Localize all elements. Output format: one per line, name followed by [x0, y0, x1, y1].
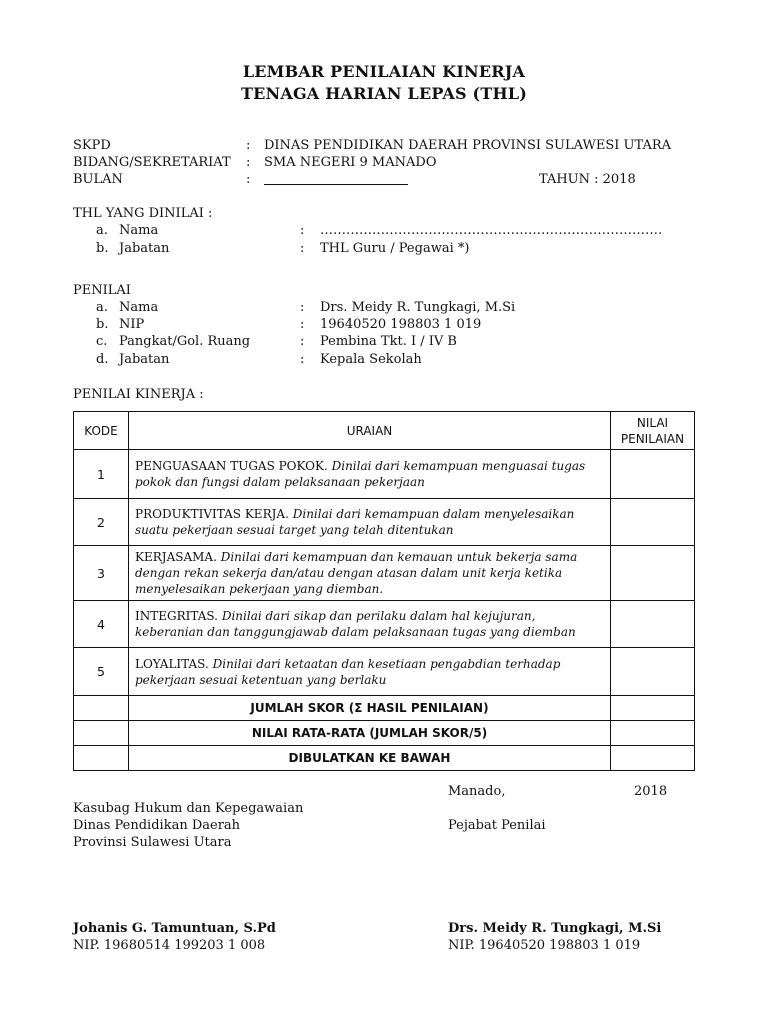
penilai-jabatan-label: Jabatan	[119, 352, 170, 367]
bulan-colon: :	[246, 172, 251, 187]
thl-jabatan-value: THL Guru / Pegawai *)	[320, 241, 470, 256]
row-kode: 1	[74, 450, 129, 499]
row-uraian	[129, 499, 611, 546]
left-signatory-line1: Kasubag Hukum dan Kepegawaian	[73, 801, 304, 816]
table-row	[74, 450, 695, 499]
row-uraian	[129, 450, 611, 499]
header-nilai	[611, 412, 695, 450]
summary-blank-cell	[74, 721, 129, 746]
thl-nama-letter: a.	[96, 223, 108, 238]
document-title: LEMBAR PENILAIAN KINERJA	[242, 62, 526, 81]
penilai-pangkat-value: Pembina Tkt. I / IV B	[320, 334, 457, 349]
bidang-colon: :	[246, 155, 251, 170]
jumlah-skor-cell[interactable]	[611, 696, 695, 721]
tahun-field: TAHUN : 2018	[539, 172, 636, 187]
penilai-pangkat-colon: :	[300, 334, 305, 349]
thl-jabatan-colon: :	[300, 241, 305, 256]
penilai-nama-letter: a.	[96, 300, 108, 315]
row-term: LOYALITAS.	[135, 656, 209, 671]
row-nilai-cell[interactable]	[611, 499, 695, 546]
left-signatory-line3: Provinsi Sulawesi Utara	[73, 835, 232, 850]
penilai-heading: PENILAI	[73, 283, 131, 298]
right-signatory-nip: NIP. 19640520 198803 1 019	[448, 938, 641, 953]
rata-rata-cell[interactable]	[611, 721, 695, 746]
row-term: PRODUKTIVITAS KERJA.	[135, 507, 289, 521]
jumlah-skor-label: JUMLAH SKOR (Σ HASIL PENILAIAN)	[129, 696, 611, 721]
penilai-nip-value: 19640520 198803 1 019	[320, 317, 482, 332]
dibulatkan-cell[interactable]	[611, 746, 695, 771]
row-desc: Dinilai dari kemampuan menguasai tugas pokok dan fungsi dalam pelaksanaan pekerjaan	[135, 459, 586, 489]
table-row	[74, 499, 695, 546]
skpd-label: SKPD	[73, 138, 111, 153]
row-uraian	[129, 601, 611, 648]
header-kode: KODE	[74, 412, 129, 450]
row-desc: Dinilai dari kemampuan dan kemauan untuk bekerja sama dengan rekan sekerja dan/atau dengan atasan dalam unit kerja ketika menyelesaikan pekerjaan yang diemban.	[135, 550, 578, 596]
penilai-jabatan-colon: :	[300, 352, 305, 367]
table-row	[74, 601, 695, 648]
row-kode: 2	[74, 499, 129, 546]
left-signatory-nip: NIP. 19680514 199203 1 008	[73, 938, 266, 953]
thl-heading: THL YANG DINILAI :	[73, 206, 213, 221]
penilai-pangkat-label: Pangkat/Gol. Ruang	[119, 334, 251, 349]
row-kode: 3	[74, 546, 129, 601]
right-signatory-name: Drs. Meidy R. Tungkagi, M.Si	[448, 921, 662, 936]
skpd-colon: :	[246, 138, 251, 153]
penilai-nama-label: Nama	[119, 300, 159, 315]
row-desc: Dinilai dari sikap dan perilaku dalam hal kejujuran, keberanian dan tanggungjawab dalam pelaksanaan tugas yang diemban	[135, 609, 576, 639]
bidang-value: SMA NEGERI 9 MANADO	[264, 155, 437, 170]
penilai-nip-letter: b.	[96, 317, 109, 332]
table-header-row	[74, 412, 695, 450]
thl-nama-colon: :	[300, 223, 305, 238]
row-uraian	[129, 546, 611, 601]
header-nilai-line2: PENILAIAN	[620, 431, 685, 446]
row-nilai-cell[interactable]	[611, 546, 695, 601]
row-nilai-cell[interactable]	[611, 450, 695, 499]
penilai-pangkat-letter: c.	[96, 334, 108, 349]
thl-jabatan-letter: b.	[96, 241, 109, 256]
summary-blank-cell	[74, 746, 129, 771]
penilai-nip-label: NIP	[119, 317, 145, 332]
right-signatory-title: Pejabat Penilai	[448, 818, 546, 833]
header-uraian: URAIAN	[129, 412, 611, 450]
row-uraian	[129, 648, 611, 696]
table-row	[74, 546, 695, 601]
row-nilai-cell[interactable]	[611, 648, 695, 696]
penilai-nip-colon: :	[300, 317, 305, 332]
row-term: INTEGRITAS.	[135, 609, 218, 623]
document-subtitle: TENAGA HARIAN LEPAS (THL)	[241, 84, 527, 103]
summary-blank-cell	[74, 696, 129, 721]
place-text: Manado,	[448, 784, 506, 799]
bulan-blank-line	[264, 184, 408, 185]
summary-row	[74, 721, 695, 746]
thl-jabatan-label: Jabatan	[119, 241, 170, 256]
kinerja-heading: PENILAI KINERJA :	[73, 387, 204, 402]
penilai-nama-value: Drs. Meidy R. Tungkagi, M.Si	[320, 300, 516, 315]
skpd-value: DINAS PENDIDIKAN DAERAH PROVINSI SULAWESI UTARA	[264, 138, 672, 153]
dibulatkan-label: DIBULATKAN KE BAWAH	[129, 746, 611, 771]
rata-rata-label: NILAI RATA-RATA (JUMLAH SKOR/5)	[129, 721, 611, 746]
year-text: 2018	[634, 784, 668, 799]
row-desc: Dinilai dari kemampuan dalam menyelesaikan suatu pekerjaan sesuai target yang telah ditentukan	[135, 507, 575, 537]
bulan-label: BULAN	[73, 172, 123, 187]
bidang-label: BIDANG/SEKRETARIAT	[73, 155, 231, 170]
penilai-jabatan-letter: d.	[96, 352, 109, 367]
summary-row	[74, 696, 695, 721]
row-kode: 5	[74, 648, 129, 696]
penilai-jabatan-value: Kepala Sekolah	[320, 352, 422, 367]
assessment-table	[73, 411, 695, 771]
row-nilai-cell[interactable]	[611, 601, 695, 648]
row-term: PENGUASAAN TUGAS POKOK.	[135, 459, 328, 473]
left-signatory-line2: Dinas Pendidikan Daerah	[73, 818, 241, 833]
row-term: KERJASAMA.	[135, 550, 217, 564]
left-signatory-name: Johanis G. Tamuntuan, S.Pd	[73, 921, 276, 936]
row-desc: Dinilai dari ketaatan dan kesetiaan pengabdian terhadap pekerjaan sesuai ketentuan yang berlaku	[135, 656, 561, 687]
thl-nama-value: …………………………………………………………………….	[320, 223, 663, 238]
table-row	[74, 648, 695, 696]
header-nilai-line1: NILAI	[636, 415, 669, 430]
thl-nama-label: Nama	[119, 223, 159, 238]
summary-row	[74, 746, 695, 771]
penilai-nama-colon: :	[300, 300, 305, 315]
row-kode: 4	[74, 601, 129, 648]
